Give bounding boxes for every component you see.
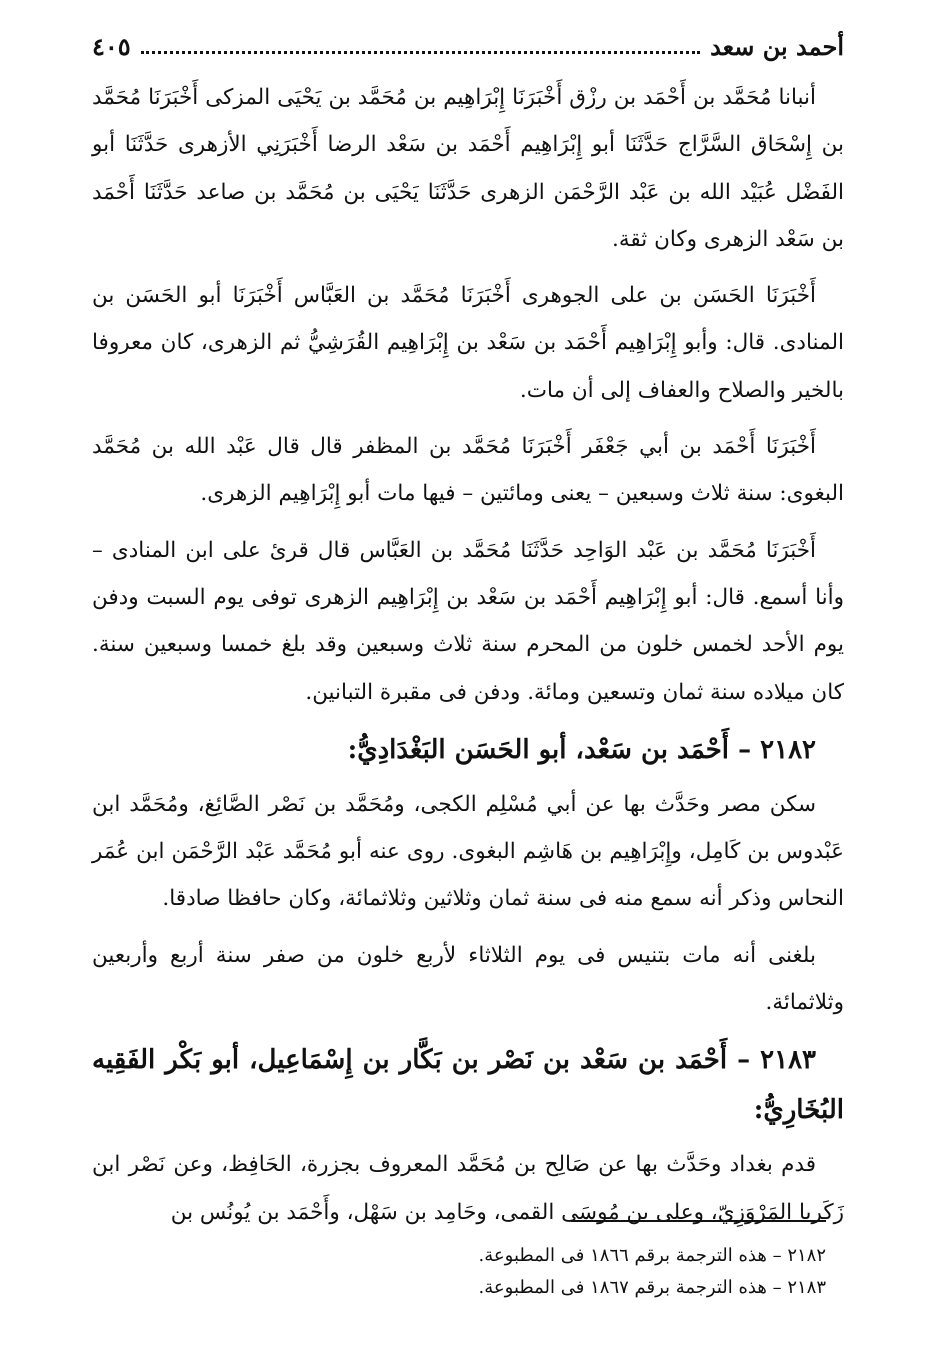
footnote-divider [571, 1220, 826, 1222]
paragraph: قدم بغداد وحَدَّث بها عن صَالِح بن مُحَمَّد المعروف بجزرة، الحَافِظ، وعن نَصْر ابن زَكَريا المَرْوَزِيّ، وعلى بن مُوسَى القمى، وحَامِد بن سَهْل، وأَحْمَد بن يُونُس بن [92, 1152, 844, 1225]
paragraph: أَخْبَرَنَا أَحْمَد بن أبي جَعْفَر أَخْبَرَنَا مُحَمَّد بن المظفر قال قال عَبْد الله بن مُحَمَّد البغوى: سنة ثلاث وسبعين – يعنى ومائتين – فيها مات أبو إِبْرَاهِيم الزهرى. [92, 434, 844, 507]
header-dot-leader [141, 51, 700, 54]
footnote: ٢١٨٣ – هذه الترجمة برقم ١٨٦٧ فى المطبوعة. [478, 1277, 826, 1298]
running-title: أحمد بن سعد [710, 31, 844, 61]
footnote: ٢١٨٢ – هذه الترجمة برقم ١٨٦٦ فى المطبوعة. [478, 1245, 826, 1266]
paragraph: أَخْبَرَنَا مُحَمَّد بن عَبْد الوَاحِد حَدَّثَنَا مُحَمَّد بن العَبَّاس قال قرئ على ابن المنادى – وأنا أسمع. قال: أبو إِبْرَاهِيم أَحْمَد بن سَعْد بن إِبْرَاهِيم الزهرى توفى يوم السبت ودفن يوم الأحد لخمس خلون من المحرم سنة ثلاث وسبعين وقد بلغ خمسا وسبعين سنة. كان ميلاده سنة ثمان وتسعين ومائة. ودفن فى مقبرة التبانين. [92, 537, 844, 705]
paragraph: أَخْبَرَنَا الحَسَن بن على الجوهرى أَخْبَرَنَا مُحَمَّد بن العَبَّاس أَخْبَرَنَا أبو الحَسَن بن المنادى. قال: وأبو إِبْرَاهِيم أَحْمَد بن سَعْد بن إِبْرَاهِيم القُرَشِيُّ ثم الزهرى، كان معروفا بالخير والصلاح والعفاف إلى أن مات. [92, 283, 844, 403]
page-number: ٤٠٥ [92, 31, 131, 61]
entry-heading-2183: ٢١٨٣ – أَحْمَد بن سَعْد بن نَصْر بن بَكَّار بن إِسْمَاعِيل، أبو بَكْر الفَقِيه البُخَارِيُّ: [92, 1045, 844, 1126]
footnotes [406, 1240, 826, 1304]
page-header [92, 26, 844, 66]
paragraph: بلغنى أنه مات بتنيس فى يوم الثلاثاء لأربع خلون من صفر سنة أربع وأربعين وثلاثمائة. [92, 942, 844, 1016]
entry-heading-2182: ٢١٨٢ – أَحْمَد بن سَعْد، أبو الحَسَن البَغْدَادِيُّ: [347, 734, 816, 765]
paragraph: أنبانا مُحَمَّد بن أَحْمَد بن رزْق أَخْبَرَنَا إِبْرَاهِيم بن مُحَمَّد بن يَحْيَى المزكى أَخْبَرَنَا مُحَمَّد بن إِسْحَاق السَّرَّاج حَدَّثَنَا أبو إِبْرَاهِيم أَحْمَد بن سَعْد الرضا أَخْبَرَنِي الأزهرى حَدَّثَنَا أبو الفَضْل عُبَيْد الله بن عَبْد الرَّحْمَن الزهرى حَدَّثَنَا يَحْيَى بن مُحَمَّد بن صاعد حَدَّثَنَا أَحْمَد بن سَعْد الزهرى وكان ثقة. [92, 85, 844, 252]
main-text [92, 74, 844, 1245]
paragraph: سكن مصر وحَدَّث بها عن أبي مُسْلِم الكجى، ومُحَمَّد بن نَصْر الصَّائِغ، ومُحَمَّد ابن عَبْدوس بن كَامِل، وإِبْرَاهِيم بن هَاشِم البغوى. روى عنه أبو مُحَمَّد عَبْد الرَّحْمَن ابن عُمَر النحاس وذكر أنه سمع منه فى سنة ثمان وثلاثين وثلاثمائة، وكان حافظا صادقا. [92, 791, 844, 912]
